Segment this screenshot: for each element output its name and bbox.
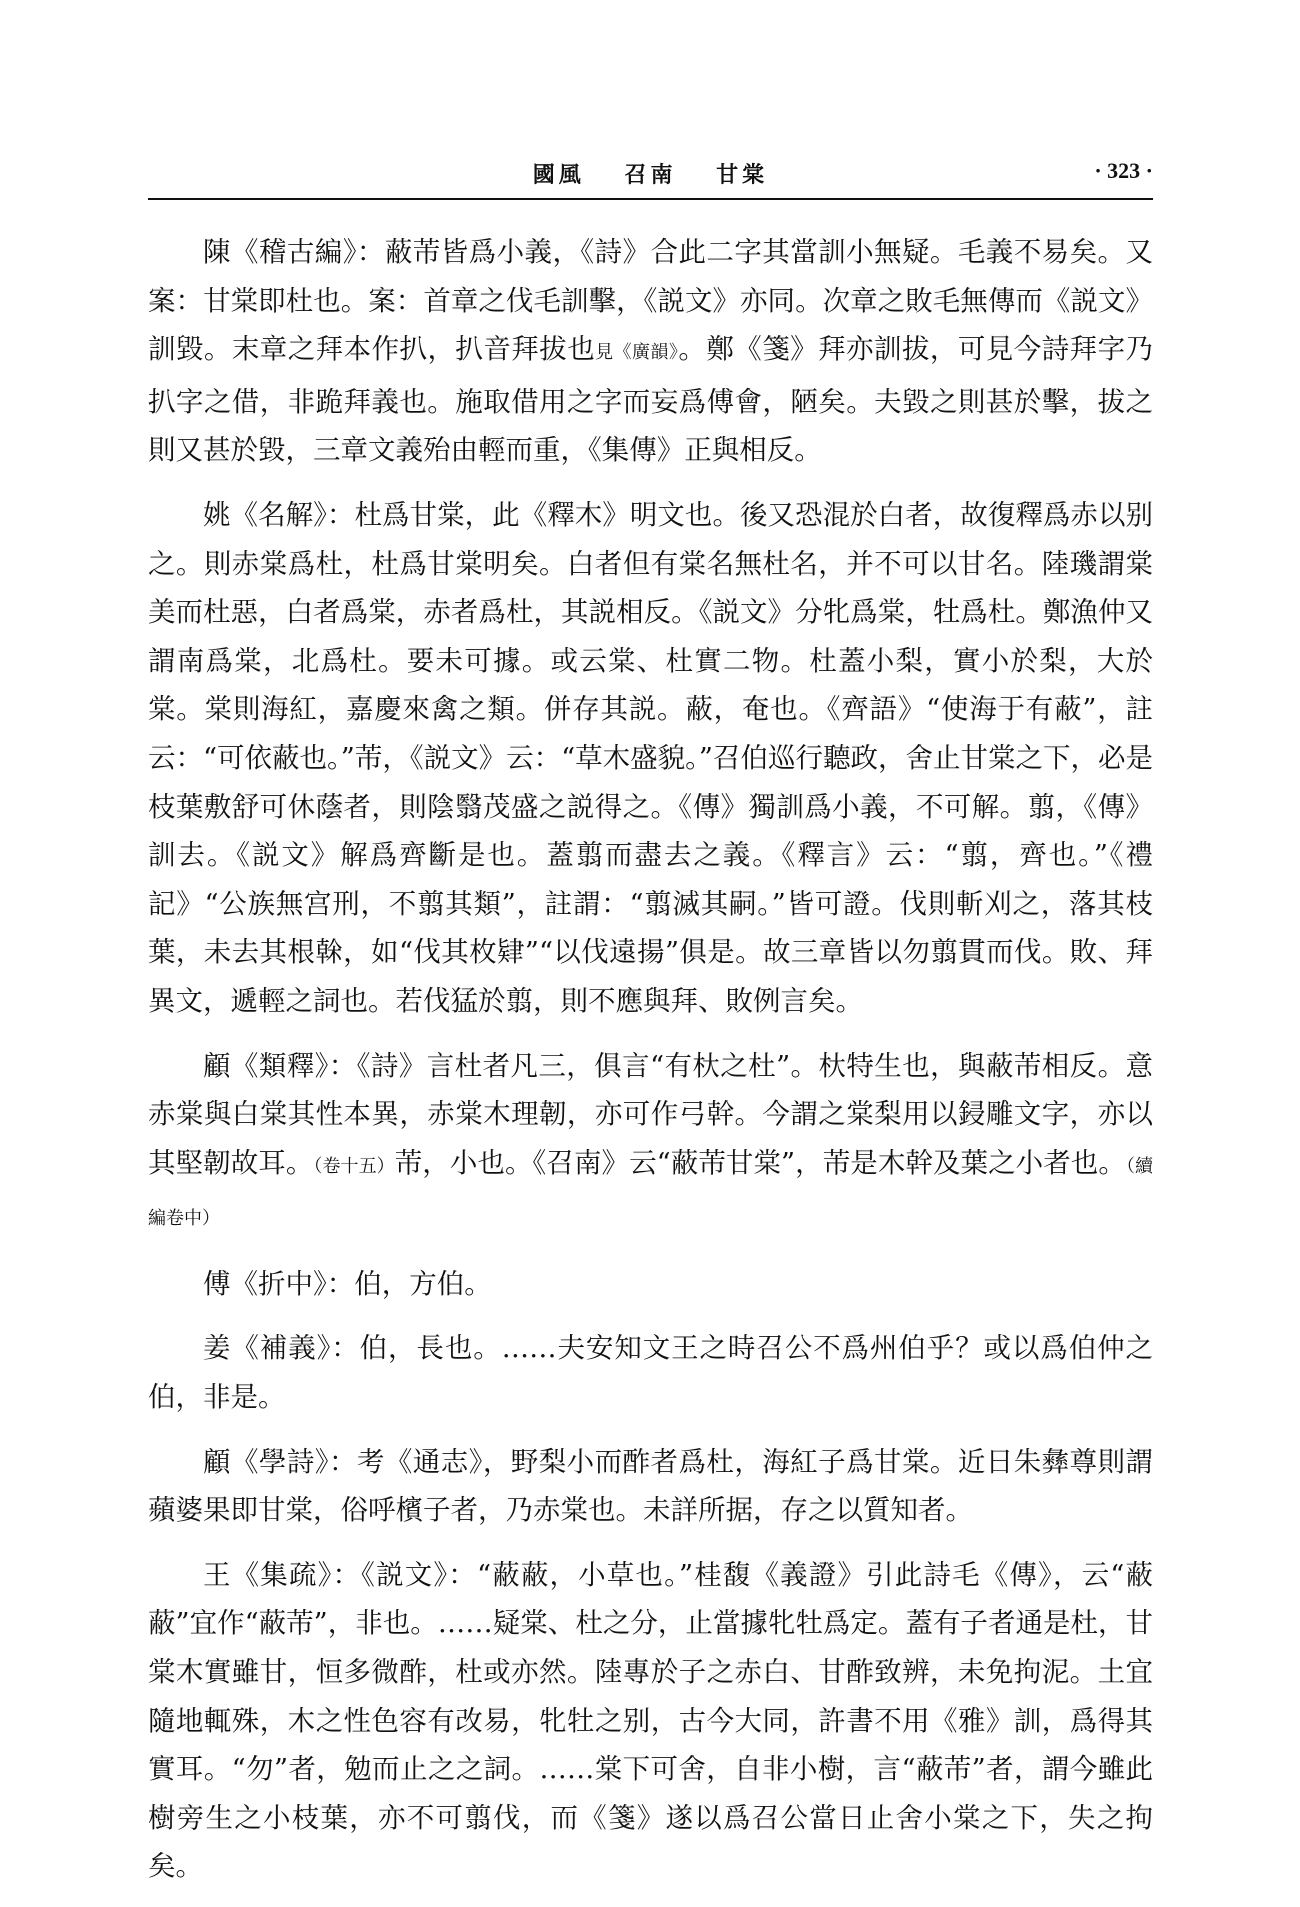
page-header [148,152,1153,200]
paragraph-text: 芾，小也。《召南》云“蔽芾甘棠”，芾是木幹及葉之小者也。 [394,1146,1126,1179]
inline-note: （續編卷中） [148,1155,1154,1230]
running-title-chapter: 召南 [624,162,677,188]
inline-note: 見《廣韻》 [595,342,679,364]
paragraph-yao [148,491,1153,1026]
paragraph-gu-leishi [148,1042,1153,1244]
paragraph-text: 傅《折中》：伯，方伯。 [203,1267,492,1300]
paragraph-text: 。鄭《箋》拜亦訓拔，可見今詩拜字乃扒字之借，非跪拜義也。施取借用之字而妄爲傅會，陋矣。夫毀之則甚於擊，拔之則又甚於毀，三章文義殆由輕而重，《集傳》正與相反。 [148,333,1154,467]
paragraph-text: 顧《學詩》：考《通志》，野梨小而酢者爲杜，海紅子爲甘棠。近日朱彝尊則謂蘋婆果即甘棠，俗呼檳子者，乃赤棠也。未詳所据，存之以質知者。 [148,1445,1153,1527]
paragraph-fu [148,1260,1153,1309]
running-title-section: 國風 [532,162,585,188]
inline-note: （卷十五） [313,1155,395,1177]
running-title-poem: 甘棠 [716,162,769,188]
paragraph-text: 陳《稽古編》：蔽芾皆爲小義，《詩》合此二字其當訓小無疑。毛義不易矣。又案：甘棠即杜也。案：首章之伐毛訓擊，《説文》亦同。次章之敗毛無傳而《説文》訓毀。末章之拜本作扒，扒音拜拔也 [148,236,1153,366]
paragraph-jiang [148,1324,1153,1421]
paragraph-text: 王《集疏》：《説文》：“蔽蔽，小草也。”桂馥《義證》引此詩毛《傳》，云“蔽蔽”宜作“蔽芾”，非也。……疑棠、杜之分，止當據牝牡爲定。蓋有子者通是杜，甘棠木實雖甘，恒多微酢，杜或亦然。陸專於子之赤白、甘酢致辨，未免拘泥。土宜隨地輒殊，木之性色容有改易，牝牡之别，古今大同，許書不用《雅》訓，爲得其實耳。“勿”者，勉而止之之詞。……棠下可舍，自非小樹，言“蔽芾”者，謂今雖此樹旁生之小枝葉，亦不可翦伐，而《箋》遂以爲召公當日止舍小棠之下，失之拘矣。 [148,1558,1153,1883]
paragraph-wang [148,1551,1153,1891]
paragraph-gu-xueshi [148,1438,1153,1535]
running-title [148,158,1153,189]
paragraph-text: 姚《名解》：杜爲甘棠，此《釋木》明文也。後又恐混於白者，故復釋爲赤以别之。則赤棠爲杜，杜爲甘棠明矣。白者但有棠名無杜名，并不可以甘名。陸璣謂棠美而杜惡，白者爲棠，赤者爲杜，其説相反。《説文》分牝爲棠，牡爲杜。鄭漁仲又謂南爲棠，北爲杜。要未可據。或云棠、杜實二物。杜蓋小梨，實小於梨，大於棠。棠則海紅，嘉慶來禽之類。併存其説。蔽，奄也。《齊語》“使海于有蔽”，註云：“可依蔽也。”芾，《説文》云：“草木盛貌。”召伯巡行聽政，舍止甘棠之下，必是枝葉敷舒可休蔭者，則陰翳茂盛之説得之。《傳》獨訓爲小義，不可解。翦，《傳》訓去。《説文》解爲齊斷是也。蓋翦而盡去之義。《釋言》云：“翦，齊也。”《禮記》“公族無宫刑，不翦其類”，註謂：“翦滅其嗣。”皆可證。伐則斬刈之，落其枝葉，未去其根榦，如“伐其枚肄”“以伐遠揚”俱是。故三章皆以勿翦貫而伐。敗、拜異文，遞輕之詞也。若伐猛於翦，則不應與拜、敗例言矣。 [148,498,1153,1017]
paragraph-chen [148,228,1153,475]
body-text [148,228,1153,1907]
paragraph-text: 顧《類釋》：《詩》言杜者凡三，俱言“有杕之杜”。杕特生也，與蔽芾相反。意赤棠與白棠其性本異，赤棠木理韌，亦可作弓幹。今謂之棠梨用以鋟雕文字，亦以其堅韌故耳。 [148,1049,1153,1179]
page-number: · 323 · [1094,158,1153,183]
paragraph-text: 姜《補義》：伯，長也。……夫安知文王之時召公不爲州伯乎？或以爲伯仲之伯，非是。 [148,1332,1153,1414]
